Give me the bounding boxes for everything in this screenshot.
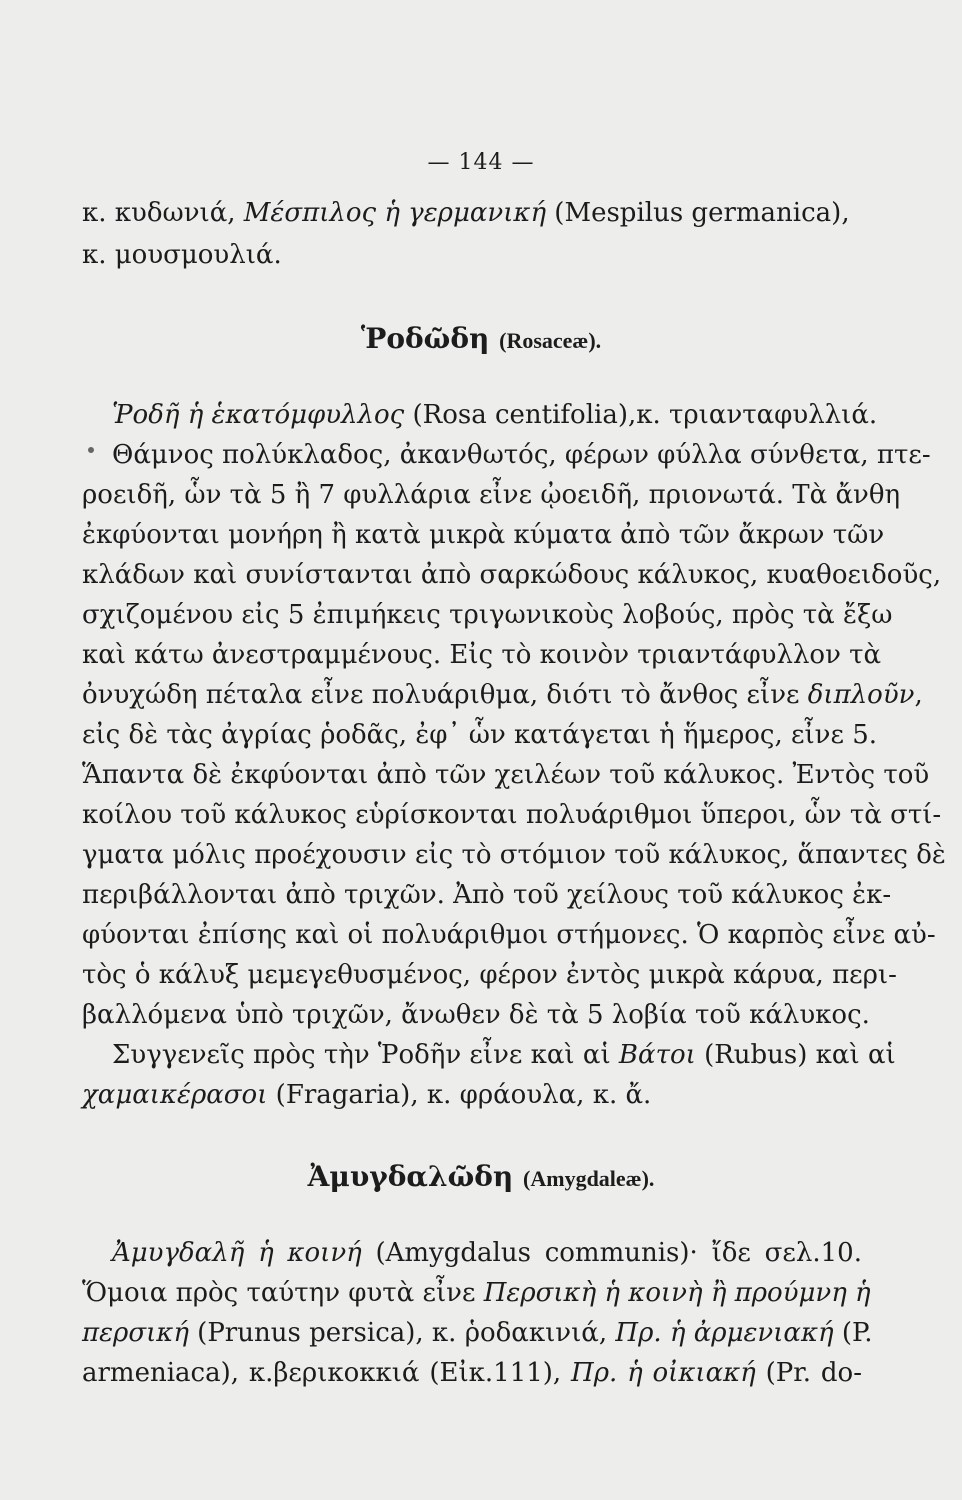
rosa-first-line xyxy=(112,398,878,432)
related-text: Συγγενεῖς πρὸς τὴν Ῥοδῆν εἶνε καὶ αἱ xyxy=(112,1040,619,1070)
amygdalus-line-1 xyxy=(112,1236,862,1270)
batoi-name: Βάτοι xyxy=(618,1040,696,1070)
rosa-line: τὸς ὁ κάλυξ μεμεγεθυσμένος, φέρον ἐντὸς μικρὰ κάρυα, περι- xyxy=(82,960,897,990)
amygdalus-line-2 xyxy=(82,1276,871,1310)
heading-latin: (Amygdaleæ). xyxy=(523,1166,655,1191)
rosa-line: ἐκφύονται μονήρη ἢ κατὰ μικρὰ κύματα ἀπὸ τῶν ἄκρων τῶν xyxy=(82,520,885,550)
persike-name: Περσικὴ ἡ κοινὴ ἢ προύμνη ἡ xyxy=(483,1278,871,1308)
rosa-line: ροειδῆ, ὧν τὰ 5 ἢ 7 φυλλάρια εἶνε ᾠοειδῆ, πριονωτά. Τὰ ἄνθη xyxy=(82,480,901,510)
persike-name-cont: περσική xyxy=(82,1318,189,1348)
amygdalus-text: armeniaca), κ.βερικοκκιά (Εἰκ.111), xyxy=(82,1358,572,1388)
related-text: (Fragaria), κ. φράουλα, κ. ἄ. xyxy=(267,1080,652,1110)
intro-line-1 xyxy=(82,196,862,230)
rosa-line: Ἅπαντα δὲ ἐκφύονται ἀπὸ τῶν χειλέων τοῦ κάλυκος. Ἐντὸς τοῦ xyxy=(82,760,930,790)
section-heading-rosaceae xyxy=(0,322,962,355)
rosa-line: βαλλόμενα ὑπὸ τριχῶν, ἄνωθεν δὲ τὰ 5 λοβία τοῦ κάλυκος. xyxy=(82,1000,870,1030)
oikiake-name: Πρ. ἡ οἰκιακή xyxy=(571,1358,756,1388)
amygdalus-text: (P. xyxy=(833,1318,873,1348)
rosa-name: Ῥοδῆ ἡ ἑκατόμφυλλος xyxy=(112,400,405,430)
rosa-line: γματα μόλις προέχουσιν εἰς τὸ στόμιον τοῦ κάλυκος, ἅπαντες δὲ xyxy=(82,840,946,870)
amygdalus-text: (Prunus persica), κ. ῥοδακινιά, xyxy=(188,1318,616,1348)
rosa-line: εἰς δὲ τὰς ἀγρίας ῥοδᾶς, ἐφ᾽ ὧν κατάγεται ἡ ἥμερος, εἶνε 5. xyxy=(82,720,878,750)
rosa-line: φύονται ἐπίσης καὶ οἱ πολυάριθμοι στήμονες. Ὁ καρπὸς εἶνε αὐ- xyxy=(82,920,936,950)
heading-greek: Ῥοδῶδη xyxy=(360,322,490,355)
rosa-text: , xyxy=(914,680,923,710)
armeniake-name: Πρ. ἡ ἀρμενιακή xyxy=(615,1318,834,1348)
rosa-line: Θάμνος πολύκλαδος, ἀκανθωτός, φέρων φύλλα σύνθετα, πτε- xyxy=(112,440,931,470)
related-line-1 xyxy=(112,1038,896,1072)
section-heading-amygdaleae xyxy=(0,1160,962,1193)
rosa-text: ὀνυχώδη πέταλα εἶνε πολυάριθμα, διότι τὸ ἄνθος εἶνε xyxy=(82,680,808,710)
chamaikerasoi-name: χαμαικέρασοι xyxy=(82,1080,268,1110)
amygdalus-text: (Amygdalus communis)· ἴδε σελ.10. xyxy=(361,1238,862,1268)
amygdalus-line-3 xyxy=(82,1316,873,1350)
heading-latin: (Rosaceæ). xyxy=(499,328,602,353)
amygdalus-line-4 xyxy=(82,1356,862,1390)
rosa-line: σχιζομένου εἰς 5 ἐπιμήκεις τριγωνικοὺς λοβούς, πρὸς τὰ ἔξω xyxy=(82,600,893,630)
intro-text: κ. κυδωνιά, xyxy=(82,198,244,228)
mespilus-latin: (Mespilus germanica), xyxy=(546,198,850,228)
amygdalus-text: Ὅμοια πρὸς ταύτην φυτὰ εἶνε xyxy=(82,1278,484,1308)
rosa-line: κοίλου τοῦ κάλυκος εὑρίσκονται πολυάριθμοι ὕπεροι, ὧν τὰ στί- xyxy=(82,800,942,830)
amygdalus-name: Ἀμυγδαλῆ ἡ κοινή xyxy=(112,1238,362,1268)
related-text: (Rubus) καὶ αἱ xyxy=(695,1040,896,1070)
rosa-line: καὶ κάτω ἀνεστραμμένους. Εἰς τὸ κοινὸν τριαντάφυλλον τὰ xyxy=(82,640,882,670)
rosa-line: κλάδων καὶ συνίστανται ἀπὸ σαρκώδους κάλυκος, κυαθοειδοῦς, xyxy=(82,560,942,590)
intro-line-2: κ. μουσμουλιά. xyxy=(82,240,282,270)
ink-speck xyxy=(88,447,94,453)
mespilus-name: Μέσπιλος ἡ γερμανική xyxy=(243,198,547,228)
amygdalus-text: (Pr. do- xyxy=(755,1358,862,1388)
heading-greek: Ἀμυγδαλῶδη xyxy=(307,1160,514,1193)
rosa-latin: (Rosa centifolia),κ. τριανταφυλλιά. xyxy=(404,400,878,430)
page-number: — 144 — xyxy=(427,150,535,175)
rosa-line: περιβάλλονται ἀπὸ τριχῶν. Ἀπὸ τοῦ χείλους τοῦ κάλυκος ἐκ- xyxy=(82,880,892,910)
rosa-line-diploun xyxy=(82,678,923,712)
diploun-term: διπλοῦν xyxy=(807,680,915,710)
related-line-2 xyxy=(82,1078,862,1112)
